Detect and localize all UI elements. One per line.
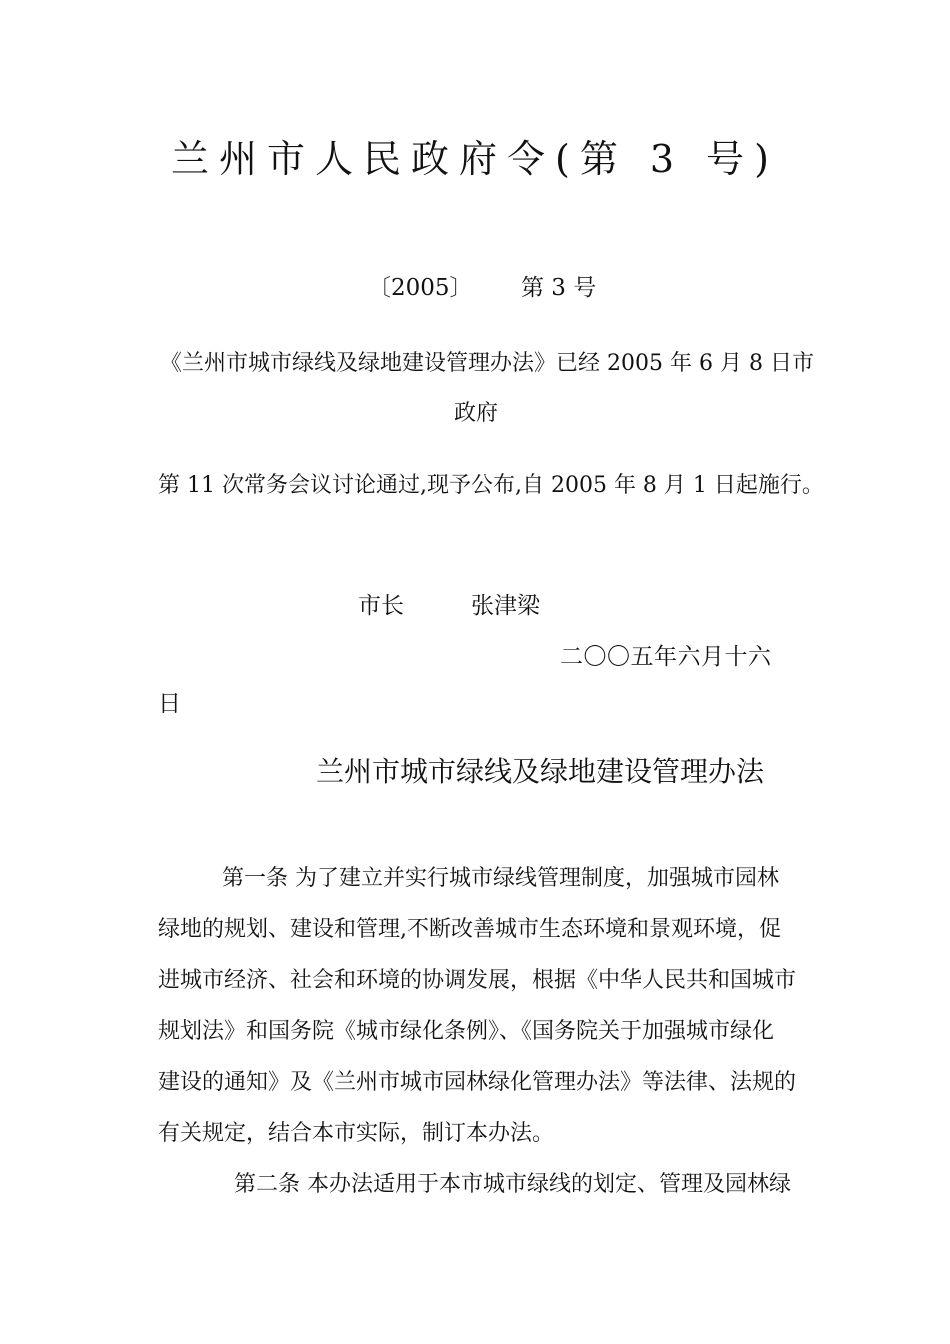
date-line-2: 日 — [158, 691, 181, 717]
article-1-line-5: 建设的通知》及《兰州市城市园林绿化管理办法》等法律、法规的 — [158, 1070, 797, 1095]
announcement-line-1: 《兰州市城市绿线及绿地建设管理办法》已经 2005 年 6 月 8 日市 — [160, 351, 814, 376]
signature-title: 市长 — [358, 593, 404, 619]
article-2-line-1: 第二条 本办法适用于本市城市绿线的划定、管理及园林绿 — [234, 1172, 791, 1197]
date-line-1: 二〇〇五年六月十六 — [560, 644, 772, 670]
article-1-line-6: 有关规定，结合本市实际，制订本办法。 — [158, 1121, 555, 1146]
article-1-line-1: 第一条 为了建立并实行城市绿线管理制度，加强城市园林 — [222, 866, 779, 891]
signature-name: 张津梁 — [471, 593, 540, 619]
doc-number-year: 〔2005〕 — [368, 275, 473, 301]
document-subtitle: 兰州市城市绿线及绿地建设管理办法 — [316, 755, 765, 788]
doc-number: 第 3 号 — [521, 275, 597, 301]
article-1-line-3: 进城市经济、社会和环境的协调发展，根据《中华人民共和国城市 — [158, 968, 797, 993]
announcement-line-3: 第 11 次常务会议讨论通过,现予公布,自 2005 年 8 月 1 日起施行。 — [158, 473, 824, 498]
article-1-line-2: 绿地的规划、建设和管理,不断改善城市生态环境和景观环境，促 — [158, 917, 781, 942]
article-1-line-4: 规划法》和国务院《城市绿化条例》、《国务院关于加强城市绿化 — [158, 1019, 775, 1044]
page-title: 兰州市人民政府令(第 3 号) — [171, 137, 779, 181]
announcement-line-2: 政府 — [454, 401, 499, 426]
